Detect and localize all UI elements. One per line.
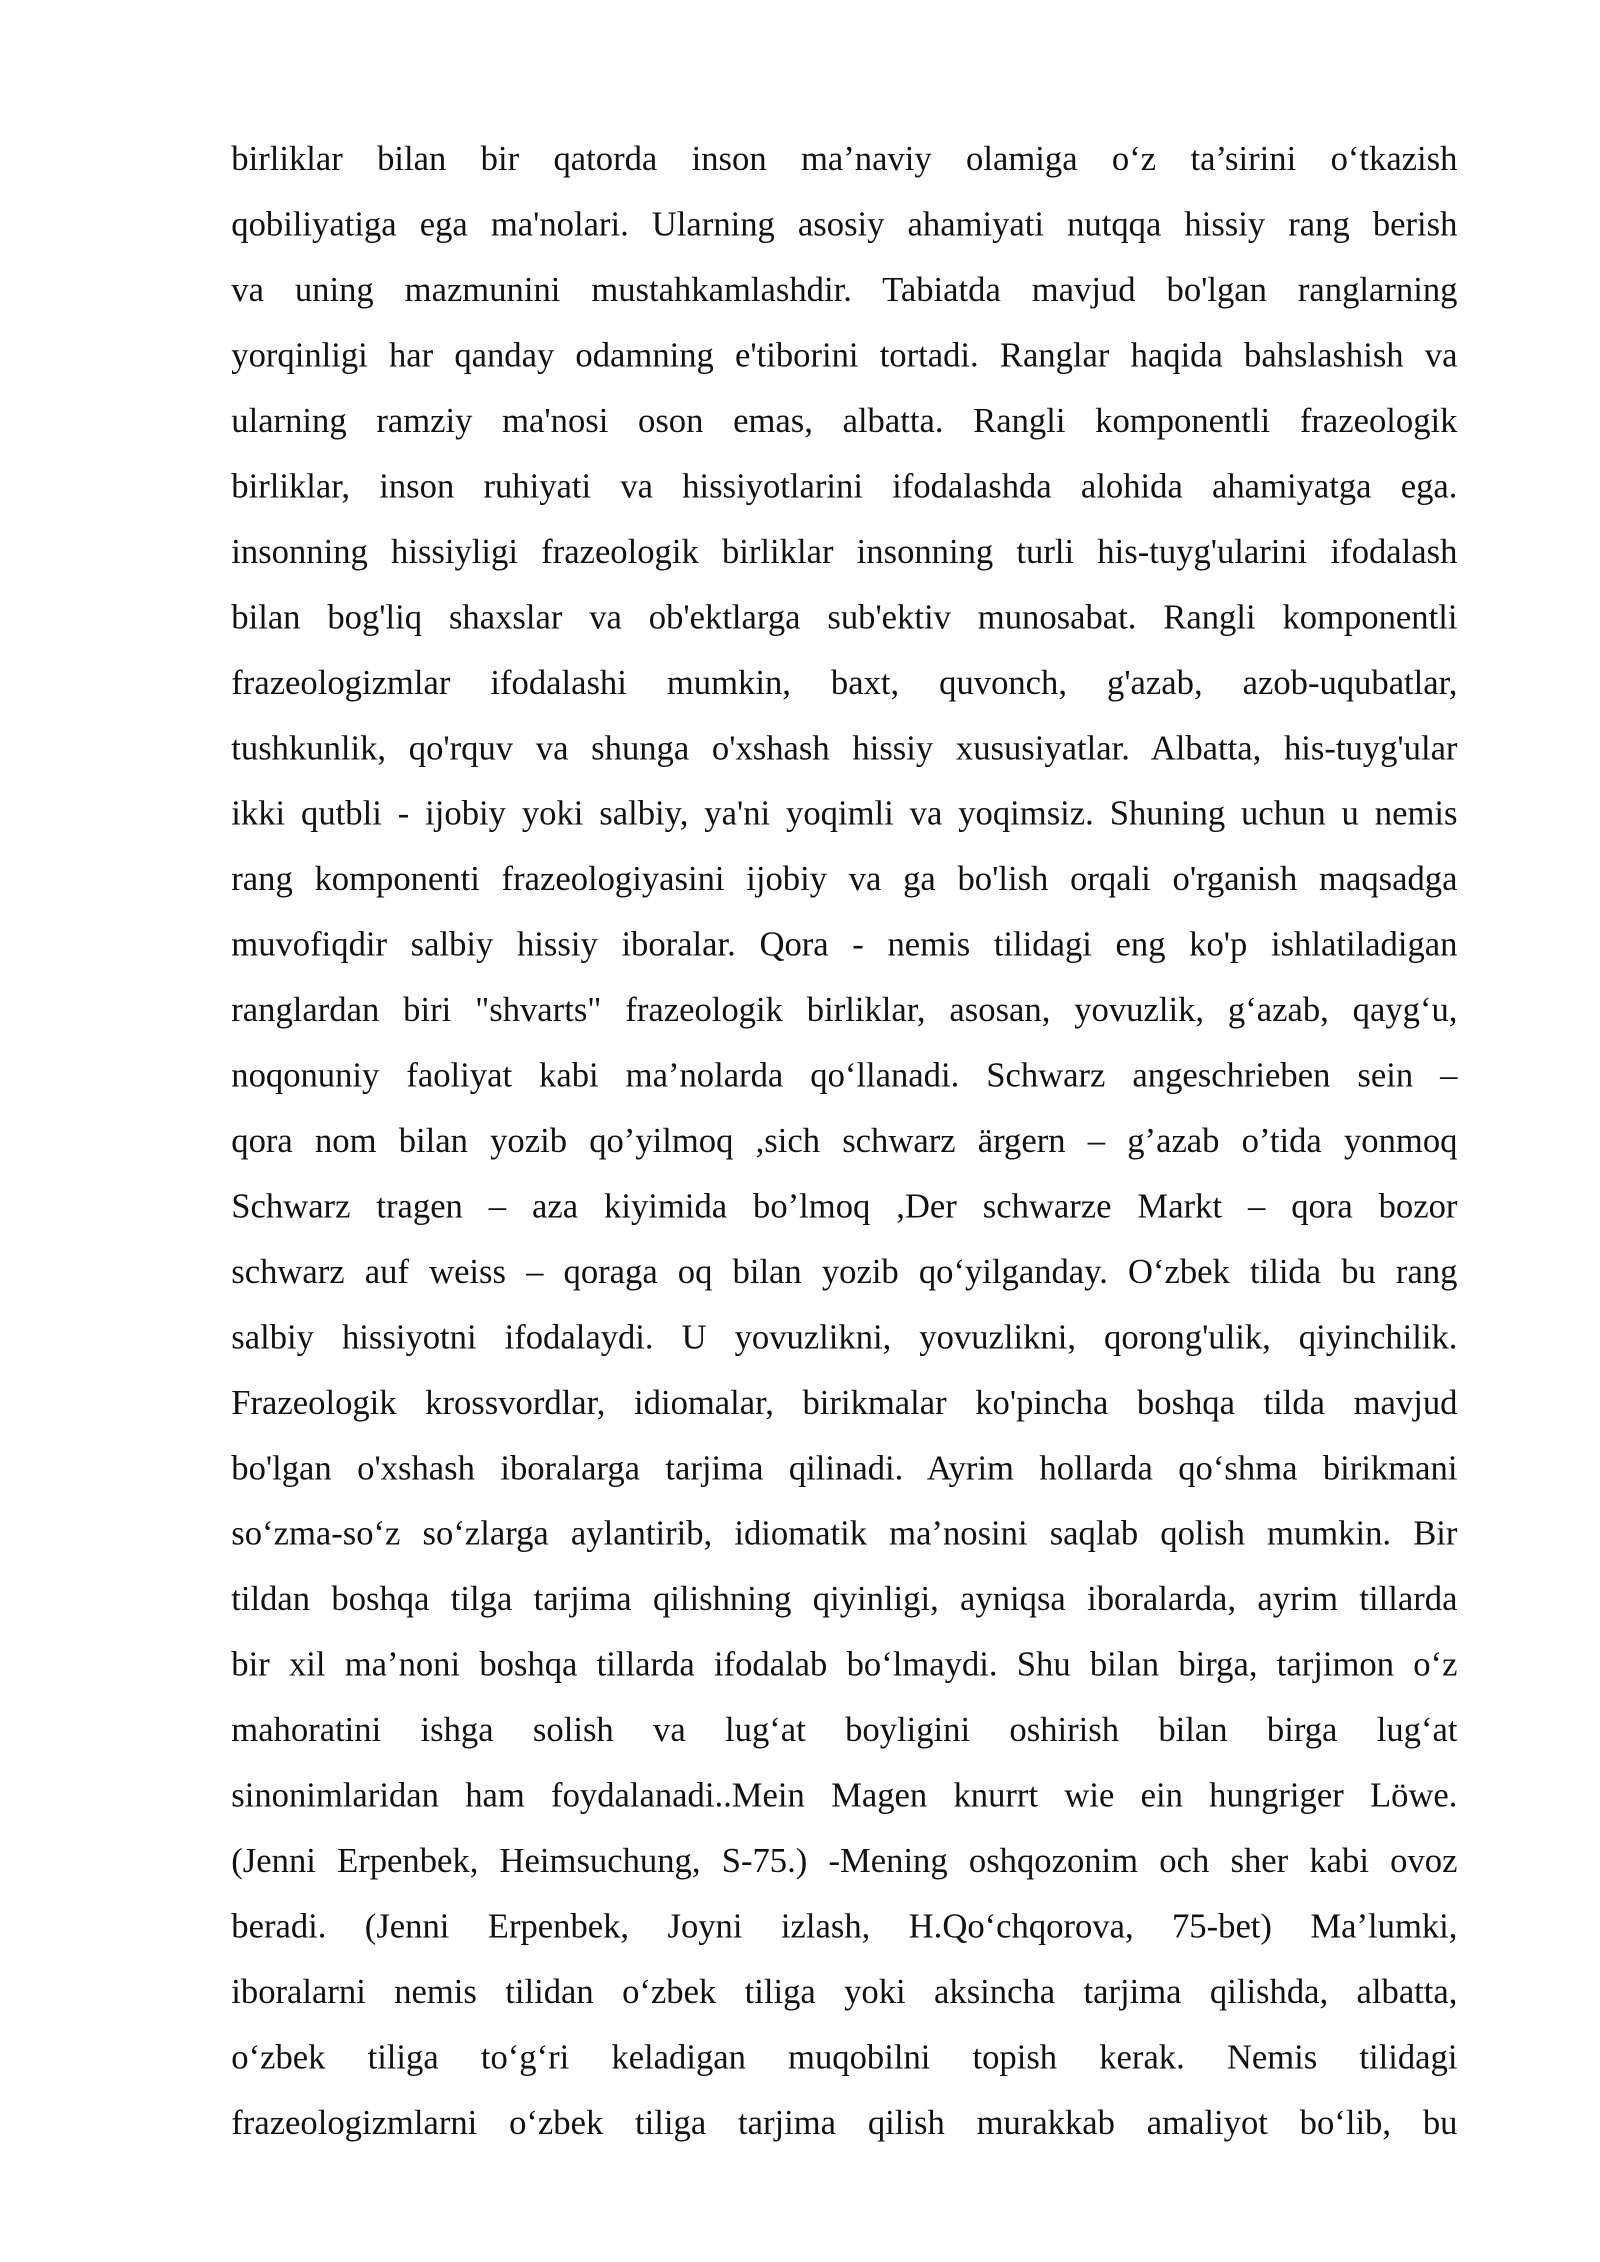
text-line-10: tushkunlik, qo'rquv va shunga o'xshash hissiy xususiyatlar. Albatta, his-tuyg'ular: [231, 730, 1458, 768]
text-line-4: yorqinligi har qanday odamning e'tiborini tortadi. Ranglar haqida bahslashish va: [231, 337, 1458, 376]
text-line-8: bilan bog'liq shaxslar va ob'ektlarga sub'ektiv munosabat. Rangli komponentli: [231, 599, 1458, 638]
text-line-24: bir xil ma’noni boshqa tillarda ifodalab bo‘lmaydi. Shu bilan birga, tarjimon o‘z: [231, 1646, 1458, 1685]
text-line-21: bo'lgan o'xshash iboralarga tarjima qilinadi. Ayrim hollarda qo‘shma birikmani: [231, 1450, 1458, 1488]
text-line-18: schwarz auf weiss – qoraga oq bilan yozib qo‘yilganday. O‘zbek tilida bu rang: [231, 1253, 1458, 1292]
text-line-2: qobiliyatiga ega ma'nolari. Ularning asosiy ahamiyati nutqqa hissiy rang berish: [231, 206, 1458, 245]
text-line-6: birliklar, inson ruhiyati va hissiyotlarini ifodalashda alohida ahamiyatga ega.: [231, 468, 1458, 507]
text-line-27: (Jenni Erpenbek, Heimsuchung, S-75.) -Mening oshqozonim och sher kabi ovoz: [231, 1842, 1458, 1881]
text-line-23: tildan boshqa tilga tarjima qilishning qiyinligi, ayniqsa iboralarda, ayrim tillarda: [231, 1581, 1458, 1619]
text-line-13: muvofiqdir salbiy hissiy iboralar. Qora - nemis tilidagi eng ko'p ishlatiladigan: [231, 926, 1458, 965]
text-line-29: iboralarni nemis tilidan o‘zbek tiliga yoki aksincha tarjima qilishda, albatta,: [231, 1973, 1458, 2012]
text-line-12: rang komponenti frazeologiyasini ijobiy va ga bo'lish orqali o'rganish maqsadga: [231, 861, 1458, 899]
text-line-20: Frazeologik krossvordlar, idiomalar, birikmalar ko'pincha boshqa tilda mavjud: [231, 1384, 1458, 1423]
text-line-7: insonning hissiyligi frazeologik birliklar insonning turli his-tuyg'ularini ifodalash: [231, 533, 1458, 572]
text-line-30: o‘zbek tiliga to‘g‘ri keladigan muqobilni topish kerak. Nemis tilidagi: [231, 2039, 1458, 2078]
text-line-25: mahoratini ishga solish va lug‘at boyligini oshirish bilan birga lug‘at: [231, 1712, 1458, 1750]
text-line-16: qora nom bilan yozib qo’yilmoq ,sich schwarz ärgern – g’azab o’tida yonmoq: [231, 1122, 1458, 1161]
text-line-26: sinonimlaridan ham foydalanadi..Mein Magen knurrt wie ein hungriger Löwe.: [231, 1777, 1458, 1816]
text-line-1: birliklar bilan bir qatorda inson ma’naviy olamiga o‘z ta’sirini o‘tkazish: [231, 141, 1458, 179]
text-line-9: frazeologizmlar ifodalashi mumkin, baxt, quvonch, g'azab, azob-uqubatlar,: [231, 664, 1458, 703]
text-line-14: ranglardan biri "shvarts" frazeologik birliklar, asosan, yovuzlik, g‘azab, qayg‘u,: [231, 992, 1458, 1030]
text-line-22: so‘zma-so‘z so‘zlarga aylantirib, idiomatik ma’nosini saqlab qolish mumkin. Bir: [231, 1515, 1458, 1554]
text-line-3: va uning mazmunini mustahkamlashdir. Tabiatda mavjud bo'lgan ranglarning: [231, 272, 1458, 310]
body-text: [231, 128, 1457, 2157]
text-line-11: ikki qutbli - ijobiy yoki salbiy, ya'ni yoqimli va yoqimsiz. Shuning uchun u nemis: [231, 795, 1458, 834]
text-line-28: beradi. (Jenni Erpenbek, Joyni izlash, H.Qo‘chqorova, 75-bet) Ma’lumki,: [231, 1908, 1458, 1947]
text-line-15: noqonuniy faoliyat kabi ma’nolarda qo‘llanadi. Schwarz angeschrieben sein –: [231, 1057, 1458, 1096]
text-line-5: ularning ramziy ma'nosi oson emas, albatta. Rangli komponentli frazeologik: [231, 402, 1458, 441]
text-line-31: frazeologizmlarni o‘zbek tiliga tarjima qilish murakkab amaliyot bo‘lib, bu: [231, 2104, 1458, 2143]
text-line-17: Schwarz tragen – aza kiyimida bo’lmoq ,Der schwarze Markt – qora bozor: [231, 1188, 1458, 1227]
text-line-19: salbiy hissiyotni ifodalaydi. U yovuzlikni, yovuzlikni, qorong'ulik, qiyinchilik.: [231, 1319, 1458, 1358]
